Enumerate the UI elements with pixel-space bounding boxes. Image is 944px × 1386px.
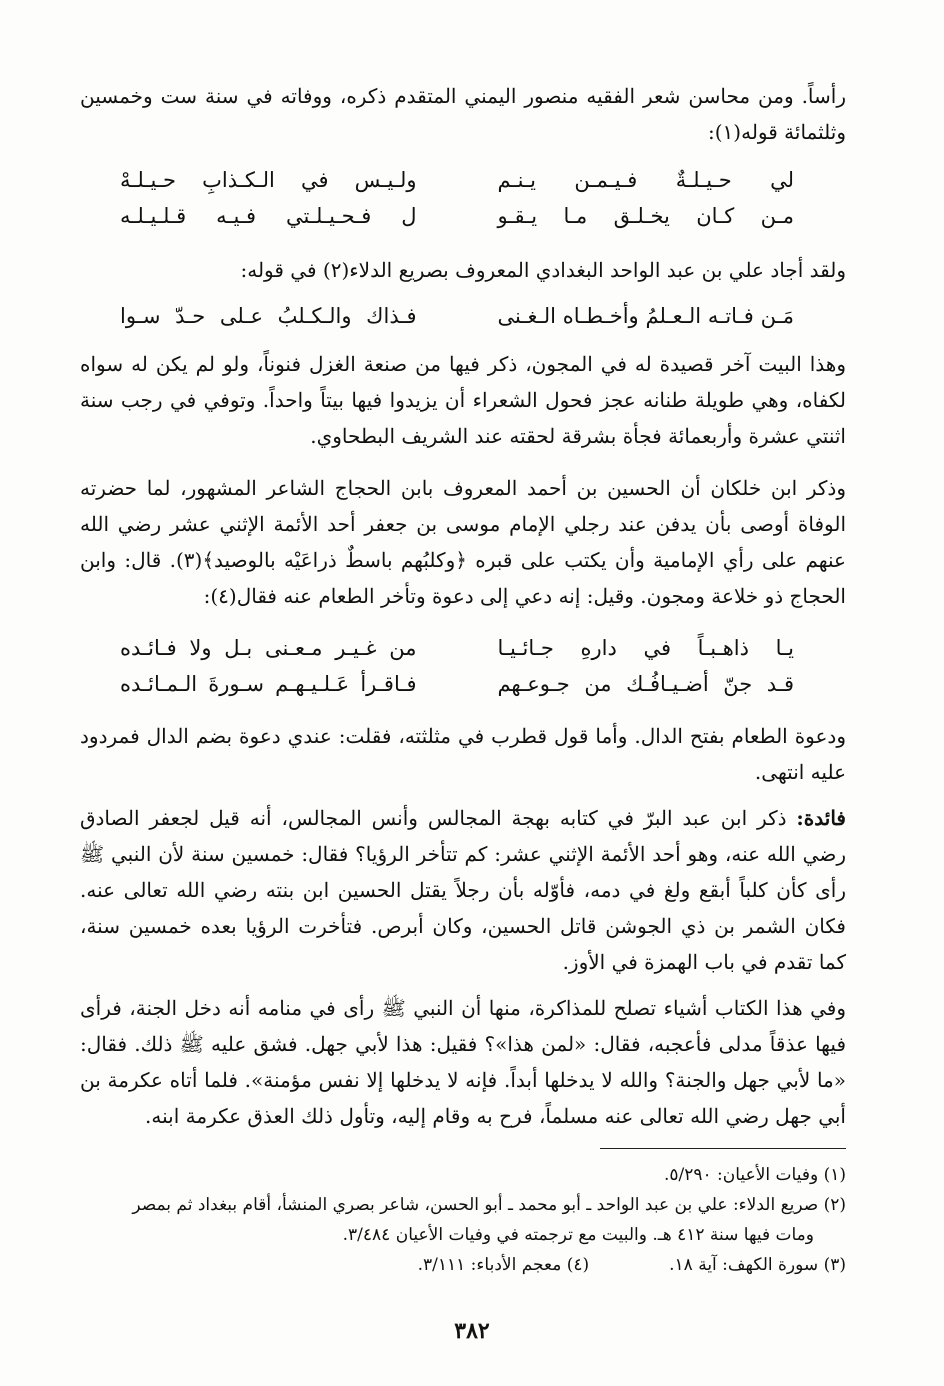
verse-first-hemistich: يـا ذاهـبـاً في دارهِ جـائـيـا: [497, 636, 794, 660]
paragraph: وفي هذا الكتاب أشياء تصلح للمذاكرة، منها أن النبي ﷺ رأى في منامه أنه دخل الجنة، فرأى فيها عذقاً مدلى فأعجبه، فقال: «لمن هذا»؟ فقيل: هذا لأبي جهل. فشق عليه ﷺ ذلك. فقال: «ما لأبي جهل والجنة؟ والله لا يدخلها أبداً. فإنه لا يدخلها إلا نفس مؤمنة». فلما أتاه عكرمة بن أبي جهل رضي الله تعالى عنه مسلماً، فرح به وقام إليه، وتأول ذلك العذق عكرمة ابنه.: [80, 996, 846, 1128]
verse-second-hemistich: ولـيـس في الـكـذابِ حـيـلـهْ: [120, 168, 417, 192]
footnote: (١) وفيات الأعيان: ٥/٢٩٠.: [663, 1165, 846, 1185]
verse-first-hemistich: لي حـيـلـةٌ فـيـمـن يـنـم: [497, 168, 794, 192]
paragraph: [80, 800, 846, 980]
footnote-separator: [600, 1148, 846, 1149]
verse-second-hemistich: ل فـحـيـلـتي فـيـه قـلـيـلـه: [120, 204, 417, 228]
footnote-continuation: ومات فيها سنة ٤١٢ هـ. والبيت مع ترجمته في وفيات الأعيان ٣/٤٨٤.: [342, 1225, 814, 1245]
paragraph: ولقد أجاد علي بن عبد الواحد البغدادي المعروف بصريع الدلاء(٢) في قوله:: [240, 258, 846, 282]
verse: [120, 298, 794, 334]
note-text: ذكر ابن عبد البرّ في كتابه بهجة المجالس وأنس المجالس، أنه قيل لجعفر الصادق رضي الله عنه، وهو أحد الأئمة الإثني عشر: كم تتأخر الرؤيا؟ فقال: خمسين سنة لأن النبي ﷺ رأى كأن كلباً أبقع ولغ في دمه، فأوّله بأن رجلاً يقتل الحسين ابن بنته رضي الله تعالى عنه. فكان الشمر بن ذي الجوشن قاتل الحسين، وكان أبرص. فتأخرت الرؤيا بعده خمسين سنة، كما تقدم في باب الهمزة في الأوز.: [80, 806, 846, 974]
footnote: (٢) صريع الدلاء: علي بن عبد الواحد ـ أبو محمد ـ أبو الحسن، شاعر بصري المنشأ، أقام ببغداد ثم بمصر: [132, 1195, 846, 1215]
footnote: (٤) معجم الأدباء: ٣/١١١.: [417, 1255, 590, 1275]
poem-1: [120, 162, 794, 234]
poem-2: [120, 298, 794, 334]
paragraph: وذكر ابن خلكان أن الحسين بن أحمد المعروف بابن الحجاج الشاعر المشهور، لما حضرته الوفاة أوصى بأن يدفن عند رجلي الإمام موسى بن جعفر أحد الأئمة الإثني عشر رضي الله عنهم على رأي الإمامية وأن يكتب على قبره ﴿وكلبُهم باسطٌ ذراعَيْه بالوصيد﴾(٣). قال: وابن الحجاج ذو خلاعة ومجون. وقيل: إنه دعي إلى دعوة وتأخر الطعام عنه فقال(٤):: [80, 476, 846, 608]
paragraph: رأساً. ومن محاسن شعر الفقيه منصور اليمني المتقدم ذكره، ووفاته في سنة ست وخمسين وثلثمائة قوله(١):: [80, 84, 846, 144]
footnote-row: [80, 1250, 846, 1280]
verse: [120, 630, 794, 666]
footnotes: [80, 1160, 846, 1280]
page-number: ٣٨٢: [454, 1318, 490, 1344]
verse-second-hemistich: فـذاك والـكـلبُ عـلى حـدّ سـوا: [120, 304, 417, 328]
verse-first-hemistich: قـد جنّ أضـيـافُـك من جـوعـهم: [497, 672, 794, 696]
verse: [120, 162, 794, 198]
verse-second-hemistich: فـاقـرأ عَـلـيـهـم سـورةَ الـمـائـده: [120, 672, 417, 696]
footnote: (٣) سورة الكهف: آية ١٨.: [669, 1255, 846, 1275]
poem-3: [120, 630, 794, 702]
verse-first-hemistich: مَـن فـاتـه الـعـلمُ وأخـطـاه الـغـنى: [497, 304, 794, 328]
verse: [120, 666, 794, 702]
paragraph: ودعوة الطعام بفتح الدال. وأما قول قطرب في مثلثته، فقلت: عندي دعوة بضم الدال فمردود عليه انتهى.: [80, 724, 846, 784]
note-label: فائدة:: [796, 806, 846, 830]
verse: [120, 198, 794, 234]
paragraph: وهذا البيت آخر قصيدة له في المجون، ذكر فيها من صنعة الغزل فنوناً، ولو لم يكن له سواه لكفاه، وهي طويلة طنانه عجز فحول الشعراء أن يزيدوا فيها بيتاً واحداً. وتوفي في رجب سنة اثنتي عشرة وأربعمائة فجأة بشرقة لحقته عند الشريف البطحاوي.: [80, 352, 847, 448]
verse-second-hemistich: من غـيـر مـعـنى بـل ولا فـائـده: [120, 636, 417, 660]
verse-first-hemistich: مـن كـان يخـلـق مـا يـقـو: [497, 204, 794, 228]
